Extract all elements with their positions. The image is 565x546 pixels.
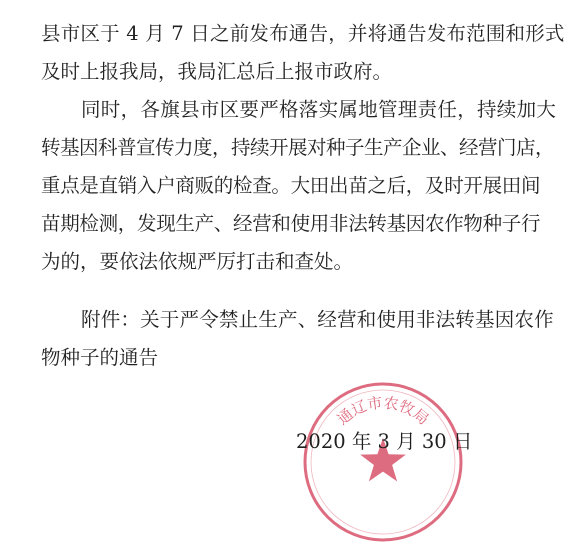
official-seal (299, 378, 467, 546)
body-line-3: 同时，各旗县市区要严格落实属地管理责任，持续加大 (81, 98, 557, 121)
body-line-2: 及时上报我局，我局汇总后上报市政府。 (41, 60, 393, 83)
body-line-1: 县市区于 4 月 7 日之前发布通告，并将通告发布范围和形式 (41, 22, 565, 45)
body-line-4: 转基因科普宣传力度，持续开展对种子生产企业、经营门店， (41, 136, 555, 159)
body-line-6: 苗期检测，发现生产、经营和使用非法转基因农作物种子行 (41, 212, 541, 235)
attachment-line-1: 附件：关于严令禁止生产、经营和使用非法转基因农作 (81, 308, 554, 331)
document-date: 2020 年 3 月 30 日 (296, 430, 473, 453)
body-line-5: 重点是直销入户商贩的检查。大田出苗之后，及时开展田间 (41, 174, 541, 197)
attachment-line-2: 物种子的通告 (41, 346, 159, 369)
body-line-7: 为的，要依法依规严厉打击和查处。 (41, 250, 354, 273)
seal-text: 通辽市农牧局 (333, 393, 433, 429)
